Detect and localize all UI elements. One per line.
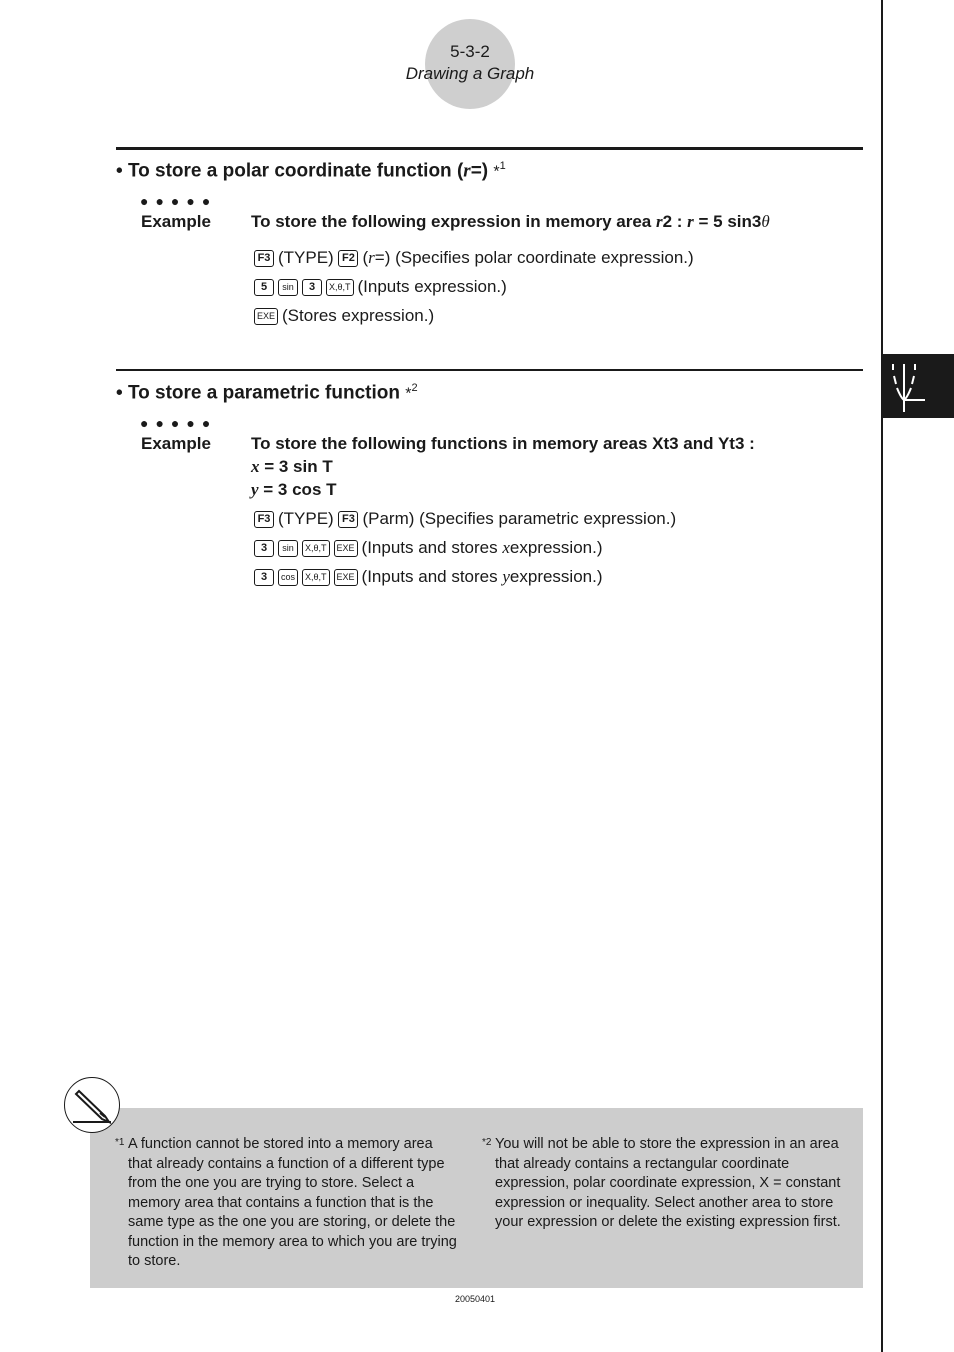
key-step xyxy=(254,538,603,558)
section-heading xyxy=(116,160,506,182)
step-variable: y xyxy=(502,567,510,586)
x-theta-t-key: X,θ,T xyxy=(302,540,330,557)
example-dots: ●●●●● xyxy=(140,415,218,431)
example-variable: y xyxy=(251,480,259,499)
example-description xyxy=(251,212,770,232)
sin-key: sin xyxy=(278,279,298,296)
section-title: Drawing a Graph xyxy=(405,64,535,83)
key-step xyxy=(254,277,507,297)
step-variable: r xyxy=(368,248,375,267)
f3-key: F3 xyxy=(338,511,358,528)
pencil-icon xyxy=(65,1078,118,1131)
exe-key: EXE xyxy=(334,540,358,557)
section-divider xyxy=(116,147,863,150)
step-text: =) (Specifies polar coordinate expression.) xyxy=(374,248,694,267)
digit-5-key: 5 xyxy=(254,279,274,296)
step-text: (TYPE) xyxy=(278,509,334,528)
step-text: expression.) xyxy=(509,567,603,586)
bullet: • xyxy=(116,160,123,182)
key-step xyxy=(254,509,676,529)
example-variable: x xyxy=(251,457,260,476)
step-text: (TYPE) xyxy=(278,248,334,267)
step-text: (Inputs and stores xyxy=(361,538,498,557)
cos-key: cos xyxy=(278,569,298,586)
step-text: (Stores expression.) xyxy=(282,306,435,325)
example-dots: ●●●●● xyxy=(140,193,218,209)
exe-key: EXE xyxy=(254,308,278,325)
footnote-ref: 1 xyxy=(499,160,506,172)
digit-3-key: 3 xyxy=(302,279,322,296)
f3-key: F3 xyxy=(254,250,274,267)
step-variable: x xyxy=(502,538,510,557)
page-number: 5-3-2 xyxy=(450,42,490,61)
sin-key: sin xyxy=(278,540,298,557)
key-step xyxy=(254,567,603,587)
digit-3-key: 3 xyxy=(254,569,274,586)
heading-text-end: =) xyxy=(470,160,489,182)
key-step xyxy=(254,248,694,268)
key-step xyxy=(254,306,434,326)
x-theta-t-key: X,θ,T xyxy=(302,569,330,586)
step-text: (Inputs and stores xyxy=(361,567,498,586)
section-divider xyxy=(116,369,863,371)
footnote-text: You will not be able to store the expression in an area that already contains a rectangular coordinate expression, polar coordinate expression, X = constant expression or inequality. Select another area to store your expression or delete the existing expression first. xyxy=(495,1136,841,1230)
footnote-mark: *2 xyxy=(482,1137,492,1148)
example-variable: r xyxy=(687,212,694,231)
footnote-1 xyxy=(115,1135,460,1272)
example-text: 2 : xyxy=(662,212,688,231)
example-variable: r xyxy=(655,212,663,231)
example-text: = 3 cos T xyxy=(258,480,337,499)
example-equation xyxy=(251,480,337,500)
step-text: expression.) xyxy=(509,538,603,557)
footer-code: 20050401 xyxy=(454,1294,496,1304)
heading-text: To store a parametric function xyxy=(127,382,400,404)
graph-icon xyxy=(883,354,954,418)
page-edge-rule xyxy=(881,0,883,1352)
footnote-mark: *1 xyxy=(115,1137,125,1148)
example-label: Example xyxy=(141,434,211,453)
footnote-2 xyxy=(482,1135,852,1233)
footnote-star: * xyxy=(493,163,500,181)
note-badge xyxy=(64,1077,120,1133)
footnote-text: A function cannot be stored into a memory area that already contains a function of a different type from the one you are trying to store. Select a memory area that contains a function that is the same type as the one you are storing, or delete the function in the memory area to which you are trying to store. xyxy=(128,1136,457,1269)
example-label: Example xyxy=(141,212,211,231)
footnote-ref: 2 xyxy=(411,382,418,394)
f2-key: F2 xyxy=(338,250,358,267)
example-text: = 3 sin T xyxy=(259,457,333,476)
step-text: (Inputs expression.) xyxy=(357,277,507,296)
step-text: (Parm) (Specifies parametric expression.) xyxy=(362,509,677,528)
example-equation xyxy=(251,457,333,477)
f3-key: F3 xyxy=(254,511,274,528)
exe-key: EXE xyxy=(334,569,358,586)
digit-3-key: 3 xyxy=(254,540,274,557)
step-text: ( xyxy=(362,248,369,267)
section-heading xyxy=(116,382,418,404)
heading-text: To store a polar coordinate function ( xyxy=(127,160,464,182)
example-text: To store the following expression in memory area xyxy=(251,212,656,231)
footnote-star: * xyxy=(405,385,412,403)
example-theta: θ xyxy=(761,212,770,231)
x-theta-t-key: X,θ,T xyxy=(326,279,354,296)
example-description: To store the following functions in memory areas Xt3 and Yt3 : xyxy=(251,434,755,453)
example-text: = 5 sin3 xyxy=(693,212,762,231)
heading-variable: r xyxy=(463,160,471,182)
bullet: • xyxy=(116,382,123,404)
chapter-tab xyxy=(883,354,954,418)
